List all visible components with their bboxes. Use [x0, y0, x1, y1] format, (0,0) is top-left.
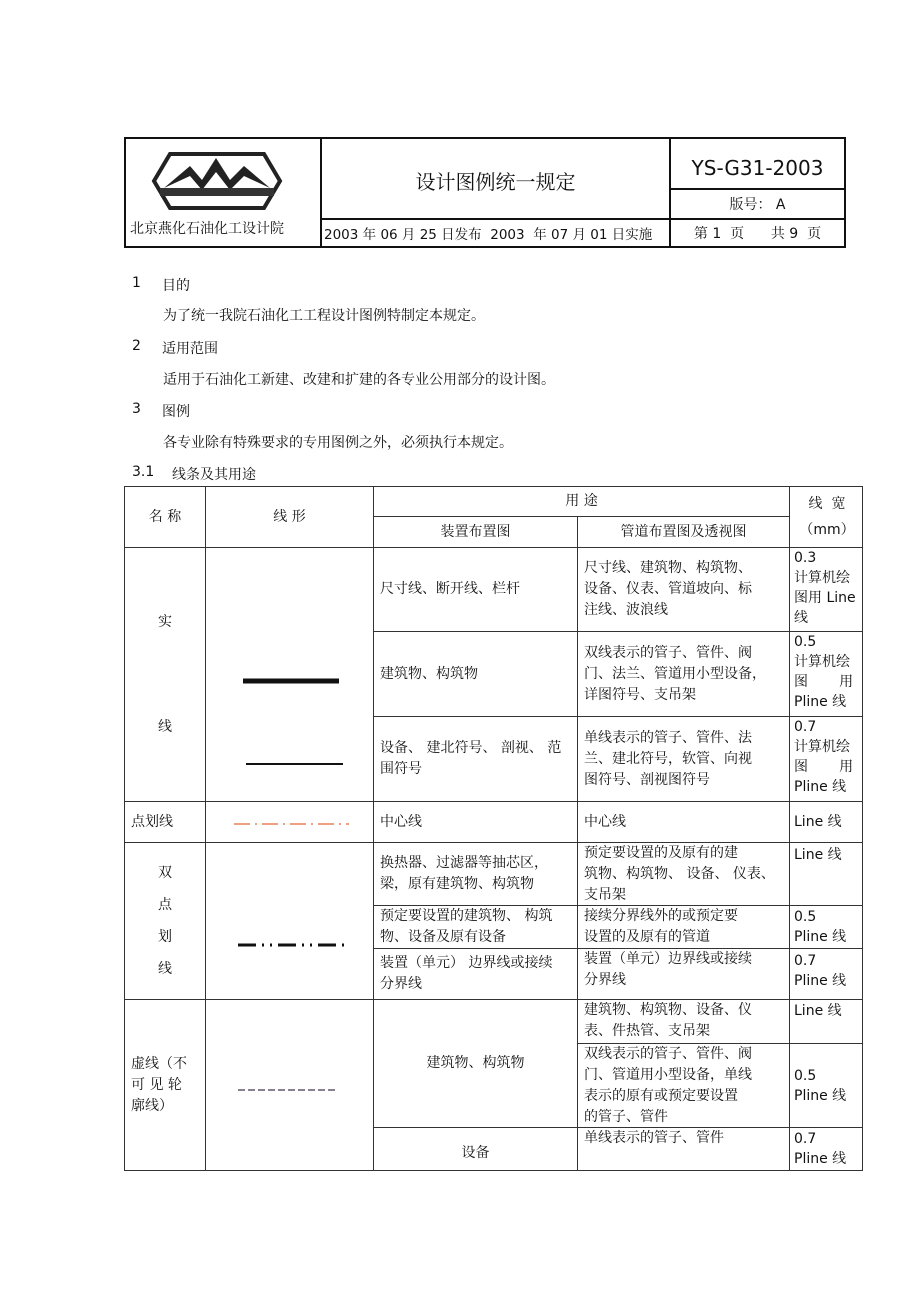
- section-2-body: 适用于石油化工新建、改建和扩建的各专业公用部分的设计图。: [163, 372, 555, 388]
- dates: 2003 年 06 月 25 日发布 2003 年 07 月 01 日实施: [324, 227, 653, 243]
- divider: [670, 188, 845, 190]
- header-name: 名 称: [124, 486, 206, 548]
- dashdot-width: Line 线: [789, 801, 863, 843]
- solid-shape-cell: [205, 547, 374, 802]
- solid-usage-a-3: 设备、 建北符号、 剖视、 范 围符号: [373, 716, 578, 802]
- hidden-usage-b-3: 单线表示的管子、管件: [577, 1127, 790, 1171]
- section-2-number: 2: [132, 338, 141, 354]
- double-usage-b-2: 接续分界线外的或预定要 设置的及原有的管道: [577, 905, 790, 949]
- section-3-number: 3: [132, 401, 141, 417]
- dashdot-line-sample: [206, 802, 374, 843]
- solid-line-samples: [206, 548, 374, 802]
- solid-width-3: 0.7 计算机绘 图 用 Pline 线: [789, 716, 863, 802]
- double-dashdot-line-sample: [206, 843, 374, 1000]
- hidden-shape-cell: [205, 999, 374, 1171]
- dashdot-usage-b: 中心线: [577, 801, 790, 843]
- document-code: YS-G31-2003: [691, 156, 824, 180]
- section-3-body: 各专业除有特殊要求的专用图例之外，必须执行本规定。: [163, 435, 513, 451]
- hidden-width-1: Line 线: [789, 999, 863, 1044]
- divider: [321, 218, 846, 220]
- hidden-line-sample: [206, 1000, 374, 1171]
- double-dashdot-shape-cell: [205, 842, 374, 1000]
- hidden-usage-b-1: 建筑物、构筑物、设备、仪 表、件热管、支吊架: [577, 999, 790, 1044]
- subsection-title: 线条及其用途: [172, 467, 256, 483]
- double-usage-a-1: 换热器、过滤器等抽芯区， 梁，原有建筑物、构筑物: [373, 842, 578, 906]
- hidden-width-2: 0.5 Pline 线: [789, 1043, 863, 1128]
- section-3-title: 图例: [162, 404, 190, 420]
- solid-width-2: 0.5 计算机绘 图 用 Pline 线: [789, 631, 863, 717]
- solid-usage-a-2: 建筑物、构筑物: [373, 631, 578, 717]
- double-width-2: 0.5 Pline 线: [789, 905, 863, 949]
- solid-usage-b-1: 尺寸线、建筑物、构筑物、 设备、仪表、管道坡向、标 注线、波浪线: [577, 547, 790, 632]
- dashdot-usage-a: 中心线: [373, 801, 578, 843]
- double-dashdot-name: 双 点 划 线: [124, 842, 206, 1000]
- section-1-body: 为了统一我院石油化工工程设计图例特制定本规定。: [163, 308, 485, 324]
- double-width-1: Line 线: [789, 842, 863, 906]
- double-width-3: 0.7 Pline 线: [789, 948, 863, 1000]
- double-usage-b-3: 装置（单元）边界线或接续 分界线: [577, 948, 790, 1000]
- header-usage-a: 装置布置图: [373, 516, 578, 548]
- subsection-number: 3.1: [132, 464, 155, 480]
- double-usage-a-2: 预定要设置的建筑物、 构筑 物、设备及原有设备: [373, 905, 578, 949]
- header-usage: 用 途: [373, 486, 790, 517]
- hidden-width-3: 0.7 Pline 线: [789, 1127, 863, 1171]
- page-number: 第 1 页 共 9 页: [693, 226, 822, 242]
- section-1-number: 1: [132, 275, 141, 291]
- org-name: 北京燕化石油化工设计院: [130, 221, 284, 237]
- solid-name: 实 线: [124, 547, 206, 802]
- hidden-name: 虚线（不 可 见 轮 廓线）: [124, 999, 206, 1171]
- header-width: 线 宽 （mm）: [789, 486, 863, 548]
- header-shape: 线 形: [205, 486, 374, 548]
- company-logo: [150, 150, 284, 212]
- hidden-usage-b-2: 双线表示的管子、管件、阀 门、管道用小型设备，单线 表示的原有或预定要设置 的管子、管件: [577, 1043, 790, 1128]
- solid-width-1: 0.3 计算机绘 图用 Line 线: [789, 547, 863, 632]
- section-2-title: 适用范围: [162, 341, 218, 357]
- solid-usage-a-1: 尺寸线、断开线、栏杆: [373, 547, 578, 632]
- double-usage-a-3: 装置（单元） 边界线或接续 分界线: [373, 948, 578, 1000]
- double-usage-b-1: 预定要设置的及原有的建 筑物、构筑物、 设备、 仪表、 支吊架: [577, 842, 790, 906]
- section-1-title: 目的: [162, 278, 190, 294]
- solid-usage-b-2: 双线表示的管子、管件、阀 门、法兰、管道用小型设备， 详图符号、支吊架: [577, 631, 790, 717]
- hidden-usage-a-2: 设备: [373, 1127, 578, 1171]
- version: 版号： A: [729, 197, 786, 213]
- dashdot-name: 点划线: [124, 801, 206, 843]
- hidden-usage-a-1: 建筑物、构筑物: [373, 999, 578, 1128]
- dashdot-shape-cell: [205, 801, 374, 843]
- header-usage-b: 管道布置图及透视图: [577, 516, 790, 548]
- document-title: 设计图例统一规定: [415, 170, 576, 194]
- solid-usage-b-3: 单线表示的管子、管件、法 兰、建北符号，软管、向视 图符号、剖视图符号: [577, 716, 790, 802]
